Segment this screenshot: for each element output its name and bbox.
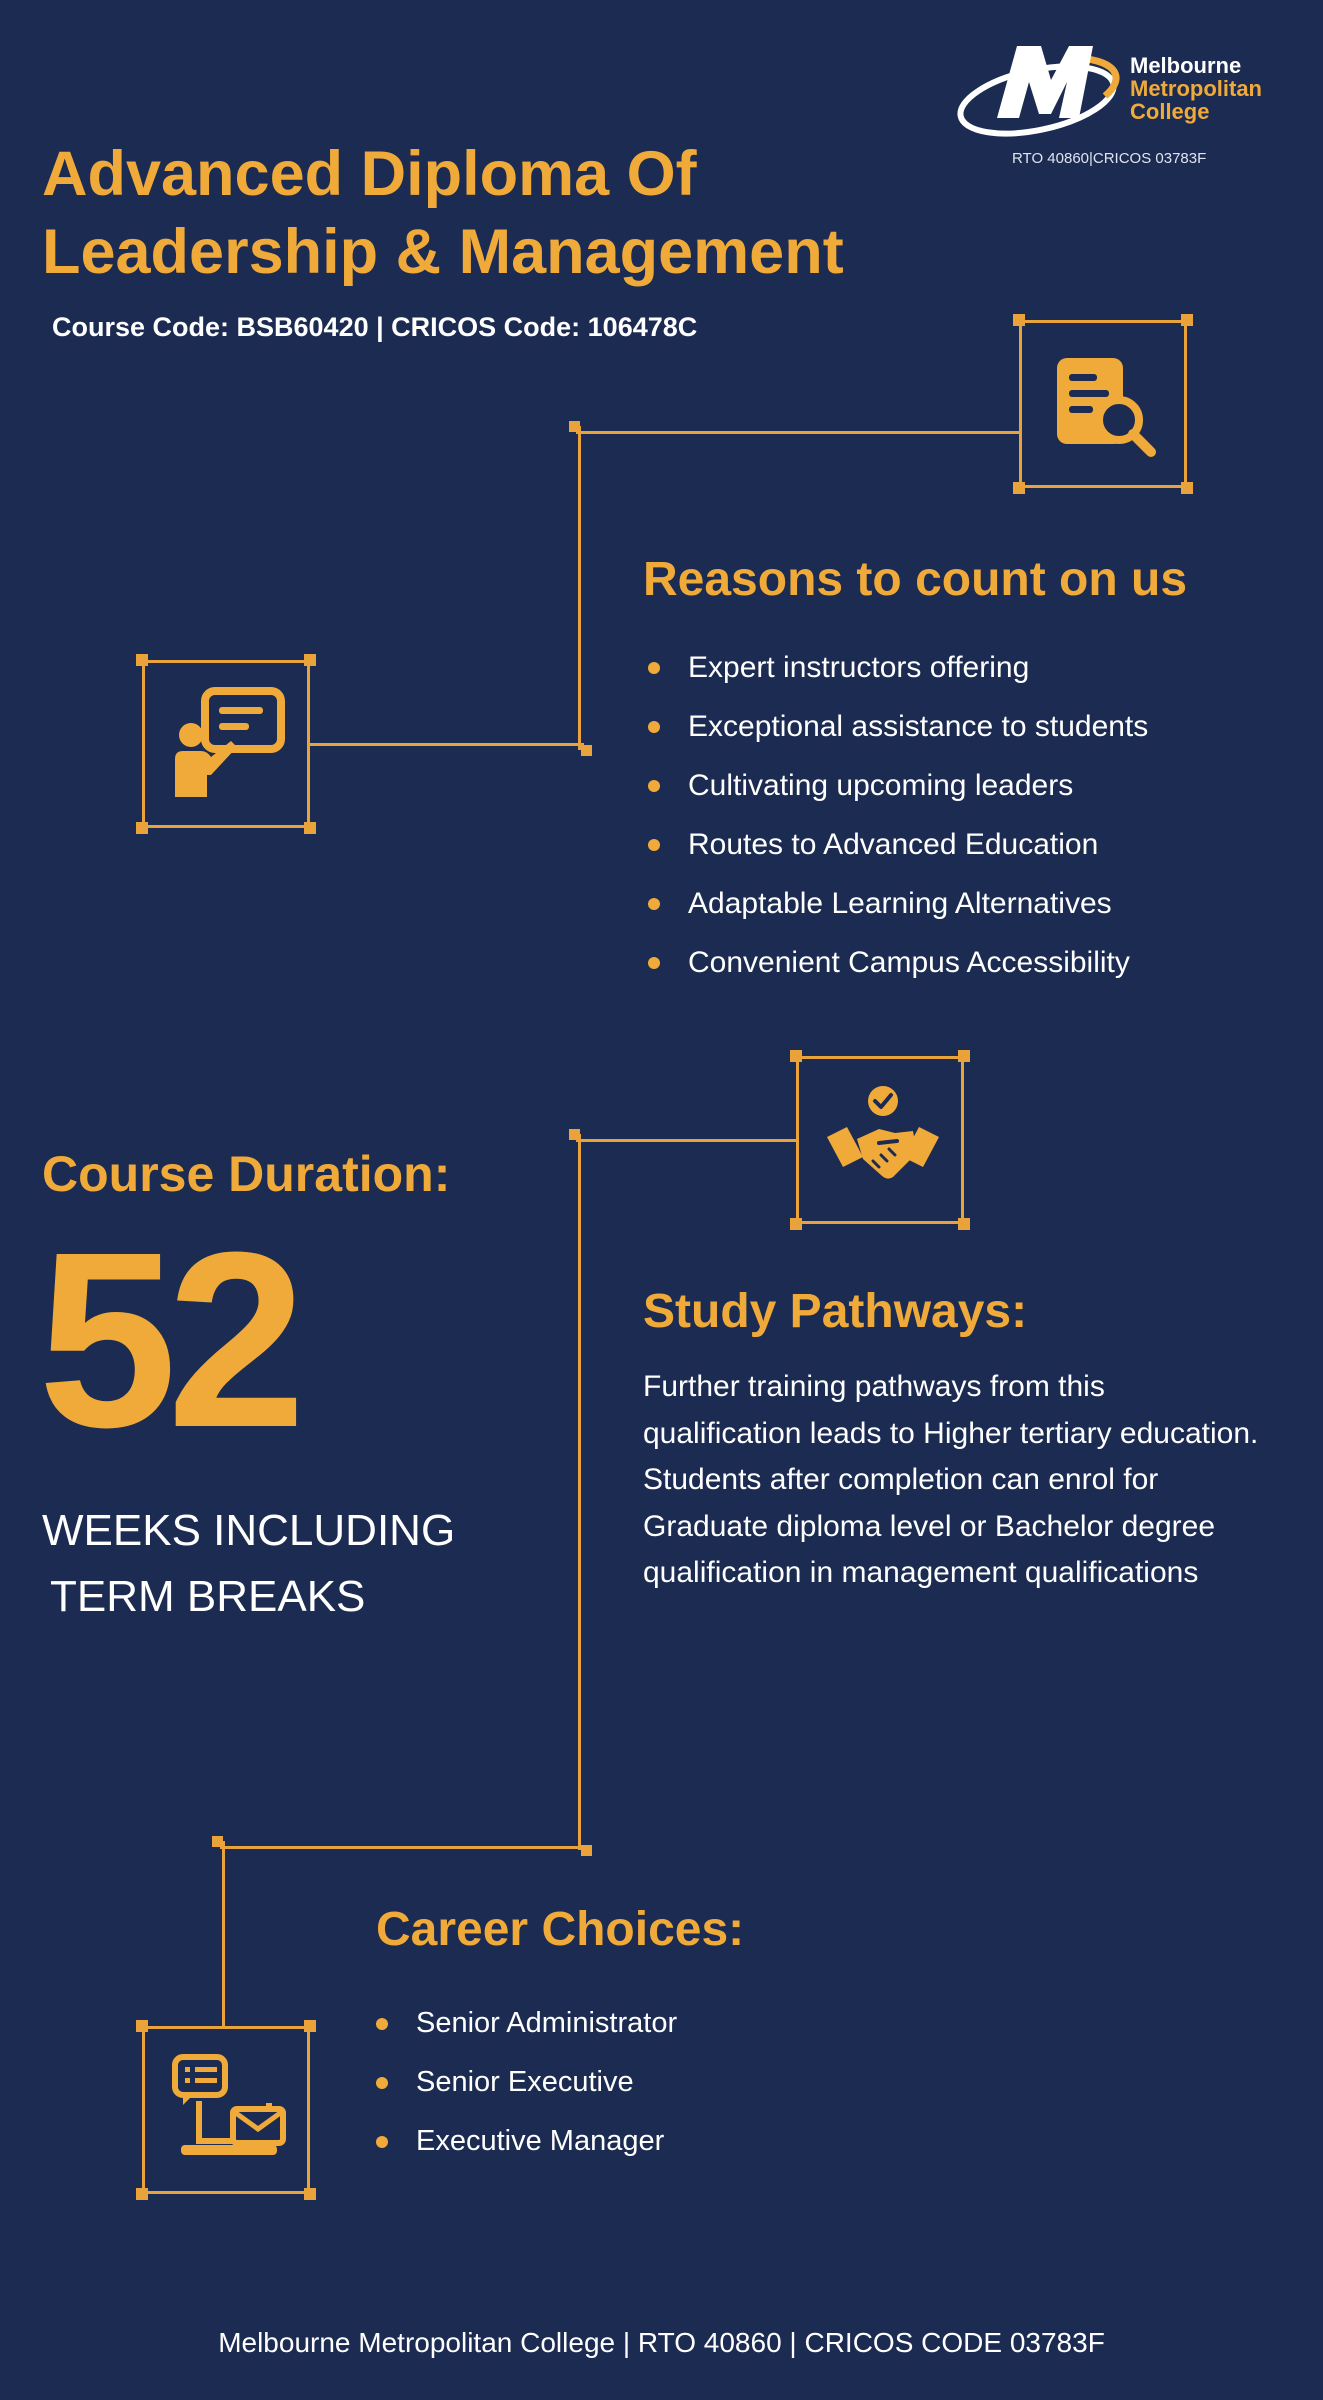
logo-name-line3: College [1130,99,1210,124]
duration-unit-line2: TERM BREAKS [50,1572,366,1621]
careers-heading: Career Choices: [376,1903,745,1956]
chat-laptop-mail-icon [169,2051,289,2171]
reasons-list [648,638,1288,992]
handshake-icon [823,1081,943,1201]
careers-list [376,1994,976,2171]
list-item: Senior Executive [376,2053,976,2112]
duration-label: Course Duration: [42,1146,451,1202]
handshake-box [796,1056,964,1224]
list-item: Exceptional assistance to students [648,697,1288,756]
logo-wordmark [1130,54,1262,123]
logo-name-line2: Metropolitan [1130,76,1262,101]
list-item: Convenient Campus Accessibility [648,933,1288,992]
presenter-icon [169,685,289,805]
list-item: Senior Administrator [376,1994,976,2053]
list-item: Adaptable Learning Alternatives [648,874,1288,933]
duration-number: 52 [38,1200,297,1479]
career-box [142,2026,310,2194]
pathways-text: Further training pathways from this qualification leads to Higher tertiary education. Students after completion can enrol for Graduate diploma level or Bachelor degree qualification in management qualifications [643,1370,1259,1589]
logo-rto-text: RTO 40860|CRICOS 03783F [1012,150,1207,167]
document-search-icon [1053,354,1159,460]
course-codes: Course Code: BSB60420 | CRICOS Code: 106478C [52,312,698,342]
list-item: Routes to Advanced Education [648,815,1288,874]
duration-unit-line1: WEEKS INCLUDING [42,1506,456,1555]
list-item: Expert instructors offering [648,638,1288,697]
list-item: Cultivating upcoming leaders [648,756,1288,815]
presenter-box [142,660,310,828]
pathways-heading: Study Pathways: [643,1285,1028,1338]
logo-name-line1: Melbourne [1130,53,1242,78]
duration-unit [42,1498,602,1630]
footer-text: Melbourne Metropolitan College | RTO 40860 | CRICOS CODE 03783F [218,2327,1105,2358]
document-search-box [1019,320,1187,488]
page-title: Advanced Diploma Of Leadership & Management [42,139,844,287]
college-logo-icon [955,38,1125,148]
reasons-heading: Reasons to count on us [643,553,1188,606]
list-item: Executive Manager [376,2112,976,2171]
